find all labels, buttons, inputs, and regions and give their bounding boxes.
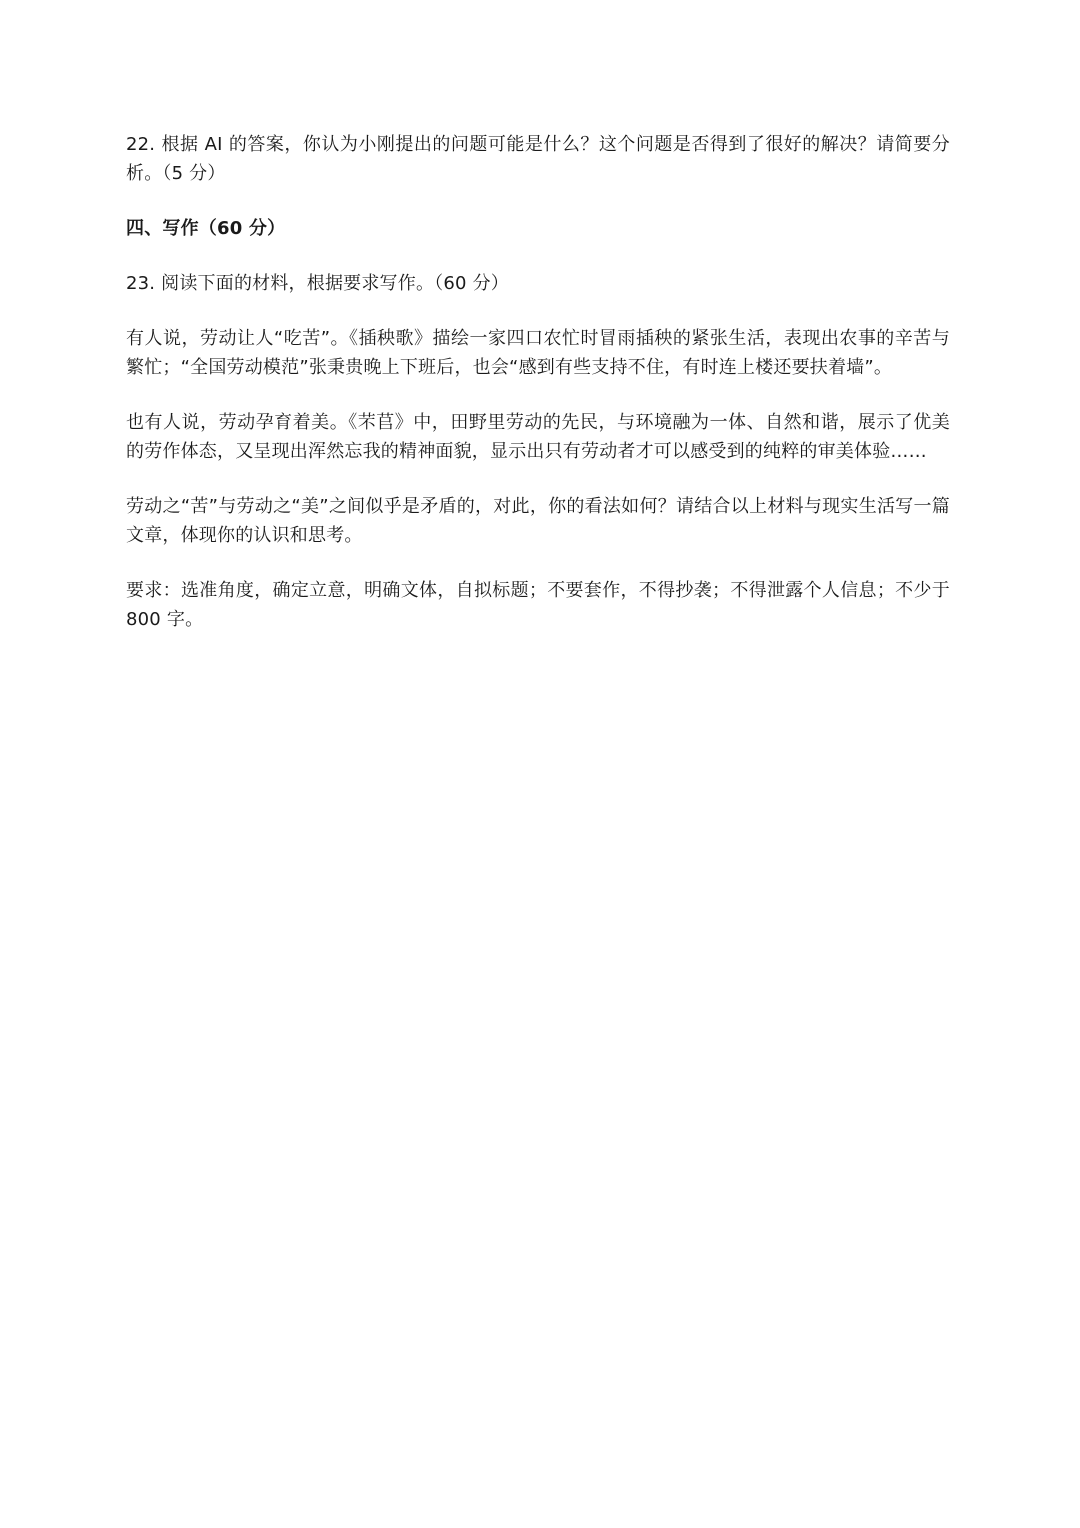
document-body xyxy=(126,130,950,660)
question-23-intro: 23. 阅读下面的材料，根据要求写作。（60 分） xyxy=(126,273,509,294)
writing-requirements: 要求：选准角度，确定立意，明确文体，自拟标题；不要套作，不得抄袭；不得泄露个人信息；不少于 800 字。 xyxy=(126,580,950,630)
material-paragraph-1: 有人说，劳动让人“吃苦”。《插秧歌》描绘一家四口农忙时冒雨插秧的紧张生活，表现出农事的辛苦与繁忙；“全国劳动模范”张秉贵晚上下班后，也会“感到有些支持不住，有时连上楼还要扶着墙”。 xyxy=(126,328,950,378)
question-22: 22. 根据 AI 的答案，你认为小刚提出的问题可能是什么？这个问题是否得到了很好的解决？请简要分析。（5 分） xyxy=(126,134,950,184)
material-paragraph-2: 也有人说，劳动孕育着美。《芣苢》中，田野里劳动的先民，与环境融为一体、自然和谐，展示了优美的劳作体态，又呈现出浑然忘我的精神面貌，显示出只有劳动者才可以感受到的纯粹的审美体验…… xyxy=(126,412,950,462)
section-heading-writing: 四、写作（60 分） xyxy=(126,218,286,239)
writing-prompt-paragraph: 劳动之“苦”与劳动之“美”之间似乎是矛盾的，对此，你的看法如何？请结合以上材料与现实生活写一篇文章，体现你的认识和思考。 xyxy=(126,496,950,546)
